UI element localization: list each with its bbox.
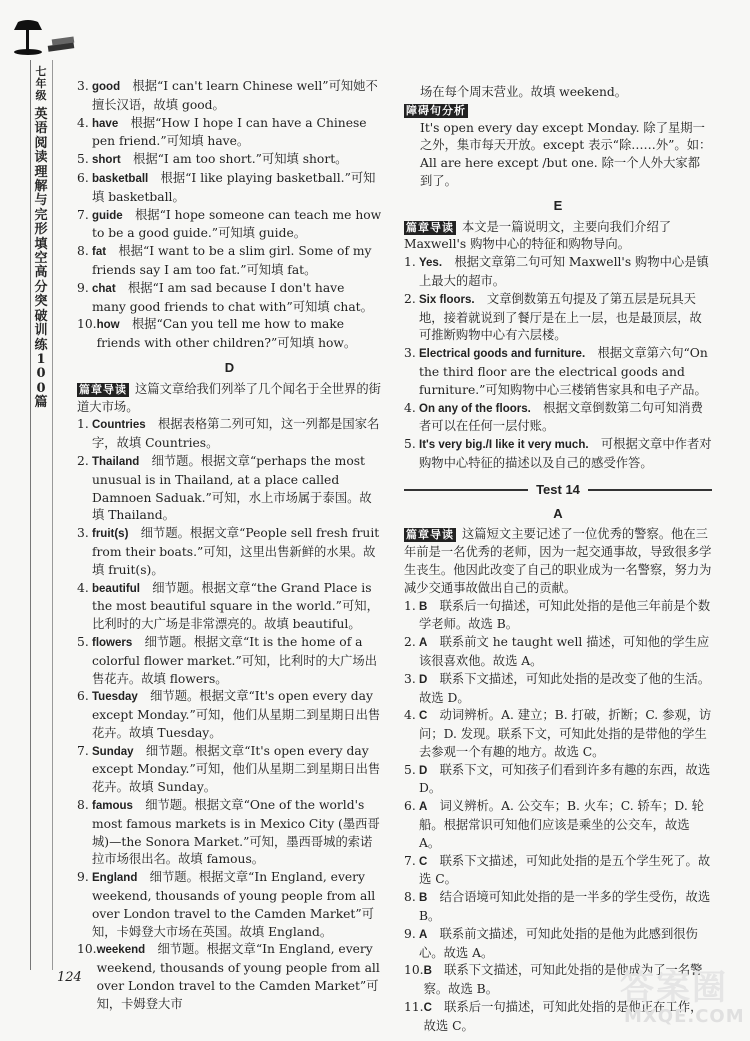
answer-number: 10.: [77, 317, 97, 332]
answer-explanation: 动词辨析。A. 建立；B. 打破，折断；C. 参观，访问；D. 发现。联系下文，可知此处指的是带他的学生去参观一个有趣的地方。故选 C。: [419, 708, 712, 759]
answer-body: [92, 797, 382, 869]
guide-d: [77, 381, 382, 417]
analysis-tag: 障碍句分析: [406, 103, 466, 117]
answer-body: [97, 941, 382, 1013]
answer-keyword: A: [419, 928, 428, 941]
answer-explanation: 联系下文，可知孩子们看到许多有趣的东西，故选 D。: [419, 762, 711, 796]
answer-body: [92, 634, 382, 688]
answer-keyword: D: [419, 764, 428, 777]
answer-number: 5.: [404, 762, 416, 777]
answer-body: [92, 688, 382, 742]
answer-item: [77, 869, 382, 941]
answer-body: [419, 254, 712, 291]
answer-keyword: B: [419, 600, 428, 613]
answer-item: [77, 243, 382, 280]
analysis-tag-line: [404, 102, 712, 120]
answer-explanation: 可根据文章中作者对购物中心特征的描述以及自己的感受作答。: [419, 437, 712, 470]
answer-item: [77, 525, 382, 579]
answer-body: [92, 453, 382, 525]
answer-keyword: It's very big./I like it very much.: [419, 439, 589, 452]
answer-number: 2.: [404, 635, 416, 650]
answer-number: 6.: [77, 689, 89, 704]
answer-keyword: B: [419, 892, 428, 905]
sidebar-rule-inner: [52, 60, 53, 970]
answer-explanation: 词义辨析。A. 公交车；B. 火车；C. 轿车；D. 轮船。根据常识可知他们应该是乘坐的公交车，故选 A。: [419, 799, 704, 850]
answer-body: [419, 598, 712, 635]
test-divider: [404, 481, 712, 499]
answer-item: [404, 291, 712, 345]
answer-keyword: flowers: [92, 636, 133, 649]
answer-explanation: 根据文章倒数第二句可知消费者可以在任何一层付账。: [419, 400, 703, 434]
answer-keyword: Tuesday: [92, 691, 138, 704]
answer-item: [404, 707, 712, 761]
answer-number: 1.: [77, 417, 89, 432]
answer-body: [419, 436, 712, 473]
answer-keyword: C: [419, 855, 428, 868]
answer-number: 6.: [404, 799, 416, 814]
answer-body: [92, 78, 382, 115]
answer-keyword: guide: [92, 209, 123, 222]
answer-body: [419, 707, 712, 761]
answer-explanation: 根据“I am sad because I don't have many good friends to chat with”可知填 chat。: [92, 280, 373, 314]
answer-body: [419, 889, 712, 926]
answer-body: [92, 869, 382, 941]
answer-body: [92, 170, 382, 207]
answer-item: [404, 598, 712, 635]
answer-item: [77, 170, 382, 207]
answer-number: 10.: [77, 942, 97, 957]
guide-e: [404, 219, 712, 255]
answer-keyword: chat: [92, 282, 116, 295]
answer-explanation: 根据“I like playing basketball.”可知填 basketball。: [92, 170, 376, 204]
answer-number: 7.: [77, 743, 89, 758]
answer-keyword: famous: [92, 800, 133, 813]
answer-item: [77, 797, 382, 869]
answer-explanation: 根据“I can't learn Chinese well”可知她不擅长汉语，故填 good。: [92, 79, 378, 112]
answer-item: [77, 688, 382, 742]
answer-item: [77, 78, 382, 115]
guide-tag: 篇章导读: [79, 382, 127, 396]
answer-keyword: Yes.: [419, 257, 443, 270]
section-heading-e: E: [553, 197, 563, 213]
answer-body: [419, 291, 712, 345]
answer-number: 10.: [404, 963, 424, 978]
answers-e-list: [404, 254, 712, 473]
answer-body: [92, 207, 382, 244]
answer-number: 7.: [77, 207, 89, 222]
answer-item: [77, 207, 382, 244]
guide-e-text: 本文是一篇说明文，主要向我们介绍了 Maxwell's 购物中心的特征和购物导向。: [404, 219, 672, 252]
guide-a-text: 这篇短文主要记述了一位优秀的警察。他在三年前是一名优秀的老师，因为一起交通事故，导致很多学生丧生。他因此改变了自己的职业成为一名警察，努力为减少交通事故做出自己的贡献。: [404, 527, 712, 595]
answer-keyword: weekend: [96, 944, 146, 957]
answer-number: 2.: [404, 291, 416, 306]
answer-explanation: 根据“How I hope I can have a Chinese pen friend.”可知填 have。: [92, 115, 367, 149]
answer-item: [77, 580, 382, 634]
test-label: Test 14: [536, 481, 580, 497]
answer-number: 4.: [77, 580, 89, 595]
page-number: 124: [57, 970, 82, 985]
answer-item: [404, 671, 712, 708]
answer-number: 2.: [77, 453, 89, 468]
answer-keyword: A: [419, 801, 428, 814]
answer-item: [404, 345, 712, 399]
watermark-url: MXQE.COM: [624, 1006, 745, 1027]
answer-item: [404, 798, 712, 852]
answer-item: [77, 416, 382, 453]
answer-explanation: 联系前文描述，可知此处指的是他为此感到很伤心。故选 A。: [419, 926, 698, 960]
answer-explanation: 细节题。根据文章“It's open every day except Monday.”可知，他们从星期二到星期日出售花卉。故填 Sunday。: [92, 743, 381, 795]
answer-body: [92, 280, 382, 317]
answer-explanation: 细节题。根据文章“People sell fresh fruit from their boats.”可知，这里出售新鲜的水果。故填 fruit(s)。: [92, 526, 380, 577]
answer-explanation: 结合语境可知此处指的是一半多的学生受伤，故选 B。: [419, 890, 711, 924]
answer-keyword: Thailand: [92, 455, 140, 468]
answer-keyword: good: [92, 81, 121, 93]
answer-item: [404, 853, 712, 890]
section-heading-a: A: [553, 505, 563, 521]
answer-explanation: 细节题。根据文章“It's open every day except Monday.”可知，他们从星期二到星期日出售花卉。故填 Tuesday。: [92, 689, 381, 740]
answer-keyword: have: [92, 117, 119, 130]
answer-keyword: A: [419, 637, 428, 650]
answer-body: [92, 243, 382, 280]
answer-number: 5.: [77, 152, 89, 167]
answer-number: 8.: [77, 244, 89, 259]
answer-keyword: B: [423, 965, 432, 978]
guide-tag: 篇章导读: [406, 528, 454, 542]
answer-item: [404, 436, 712, 473]
answer-number: 5.: [404, 437, 416, 452]
analysis-text: It's open every day except Monday. 除了星期一之外，集市每天开放。except 表示“除……外”。如：All are here except /but one. 除一个人外大家都到了。: [420, 120, 712, 188]
answer-body: [97, 316, 382, 353]
answer-number: 1.: [404, 598, 416, 613]
answer-item: [77, 941, 382, 1013]
answer-keyword: Countries: [92, 419, 146, 432]
answer-explanation: 根据“I hope someone can teach me how to be a good guide.”可知填 guide。: [92, 207, 382, 241]
answer-number: 9.: [404, 926, 416, 941]
answer-number: 7.: [404, 853, 416, 868]
answer-number: 3.: [77, 526, 89, 541]
answer-keyword: how: [96, 319, 120, 332]
answer-explanation: 根据表格第二列可知，这一列都是国家名字，故填 Countries。: [92, 417, 380, 451]
answer-item: [404, 926, 712, 963]
left-column: [77, 78, 382, 1014]
answer-item: [404, 400, 712, 437]
guide-tag: 篇章导读: [406, 220, 454, 234]
answer-body: [92, 115, 382, 152]
continuation-text: 场在每个周末营业。故填 weekend。: [420, 85, 628, 99]
answer-item: [404, 634, 712, 671]
answer-explanation: 细节题。根据文章“the Grand Place is the most beautiful square in the world.”可知，比利时的大广场是非常漂亮的。故填 beautiful。: [92, 580, 379, 632]
answer-number: 3.: [77, 79, 89, 93]
answer-keyword: On any of the floors.: [419, 402, 531, 415]
answer-item: [77, 115, 382, 152]
answer-keyword: fruit(s): [92, 528, 129, 541]
answer-item: [77, 280, 382, 317]
answer-keyword: beautiful: [92, 582, 140, 595]
sidebar: [0, 0, 52, 1041]
answer-number: 4.: [404, 708, 416, 723]
answer-keyword: short: [92, 154, 121, 167]
answer-item: [77, 453, 382, 525]
answer-keyword: England: [92, 872, 138, 885]
answer-item: [404, 889, 712, 926]
answer-number: 6.: [77, 170, 89, 185]
right-column: [404, 84, 712, 1036]
answer-explanation: 联系下文描述，可知此处指的是改变了他的生活。故选 D。: [419, 671, 711, 705]
divider-line-left: [404, 489, 528, 491]
answer-body: [419, 762, 712, 799]
answer-body: [419, 400, 712, 437]
divider-line-right: [588, 489, 712, 491]
answer-item: [77, 151, 382, 170]
answer-explanation: 根据“I am too short.”可知填 short。: [133, 152, 348, 167]
answer-explanation: 联系下文描述，可知此处指的是五个学生死了。故选 C。: [419, 853, 711, 887]
answer-explanation: 联系前文 he taught well 描述，可知他的学生应该很喜欢他。故选 A。: [419, 635, 710, 668]
answer-body: [92, 580, 382, 634]
answer-explanation: 细节题。根据文章“perhaps the most unusual is in Thailand, at a place called Damnoen Saduak.”可知，水上市场属于泰国。故填 Thailand。: [92, 453, 372, 523]
answer-keyword: Six floors.: [419, 293, 475, 306]
answer-body: [419, 634, 712, 671]
answer-keyword: C: [419, 710, 428, 723]
answer-item: [77, 316, 382, 353]
answer-number: 9.: [77, 870, 89, 885]
answer-item: [77, 743, 382, 797]
answer-explanation: 文章倒数第五句提及了第五层是玩具天地，接着就说到了餐厅是在上一层，也是最顶层，故可推断购物中心有六层楼。: [419, 291, 702, 343]
answer-explanation: 根据“I want to be a slim girl. Some of my friends say I am too fat.”可知填 fat。: [92, 244, 372, 277]
series-title: 英语阅读理解与完形填空高分突破训练100篇: [34, 107, 48, 411]
answer-number: 8.: [77, 798, 89, 813]
answer-item: [404, 762, 712, 799]
answer-number: 3.: [404, 671, 416, 686]
answer-number: 4.: [404, 400, 416, 415]
answer-body: [419, 926, 712, 963]
answer-keyword: Electrical goods and furniture.: [419, 348, 586, 361]
grade-label: 七年级: [35, 65, 47, 102]
answer-number: 4.: [77, 115, 89, 130]
answer-body: [419, 798, 712, 852]
sidebar-rule: [30, 60, 31, 970]
answer-explanation: 细节题。根据文章“In England, every weekend, thousands of young people from all over London travel to the Camden Market”可知，卡姆登大市场在英国。故填 England。: [92, 870, 376, 939]
answer-keyword: basketball: [92, 172, 149, 185]
answer-number: 1.: [404, 255, 416, 270]
answer-body: [419, 345, 712, 399]
answer-explanation: 细节题。根据文章“One of the world's most famous markets is in Mexico City (墨西哥城)—the Sonora Market.”可知，墨西哥城的索诺拉市场很出名。故填 famous。: [92, 798, 380, 867]
guide-d-text: 这篇文章给我们列举了几个闻名于全世界的街道大市场。: [77, 381, 381, 414]
answer-keyword: Sunday: [92, 745, 134, 758]
answer-explanation: 细节题。根据文章“In England, every weekend, thousands of young people from all over London travel to the Camden Market”可知，卡姆登大市: [96, 942, 380, 1011]
answer-explanation: 根据文章第二句可知 Maxwell's 购物中心是镇上最大的超市。: [419, 255, 709, 288]
answer-explanation: 根据文章第六句“On the third floor are the electrical goods and furniture.”可知购物中心三楼销售家具和电子产品。: [419, 346, 708, 397]
answer-keyword: fat: [92, 246, 107, 259]
watermark: [600, 960, 745, 1030]
answer-keyword: D: [419, 673, 428, 686]
answer-explanation: 细节题。根据文章“It is the home of a colorful flower market.”可知，比利时的大广场出售花卉。故填 flowers。: [92, 634, 378, 686]
watermark-text: 答案圈: [620, 968, 728, 1008]
answer-number: 8.: [404, 890, 416, 905]
desk-lamp-logo-icon: [8, 18, 82, 58]
answer-keyword: C: [423, 1002, 432, 1015]
answers-c-list: [77, 78, 382, 353]
answer-explanation: 联系下文描述，可知此处指的是他成为了一名警察。故选 B。: [423, 963, 703, 997]
answer-number: 9.: [77, 280, 89, 295]
section-heading-d: D: [224, 359, 235, 375]
answer-body: [92, 525, 382, 579]
answer-explanation: 联系后一句描述，可知此处指的是他三年前是个数学老师。故选 B。: [419, 598, 711, 632]
answer-body: [92, 151, 382, 170]
answer-body: [419, 853, 712, 890]
answer-body: [92, 416, 382, 453]
answer-explanation: 根据“Can you tell me how to make friends with other children?”可知填 how。: [96, 317, 357, 351]
answer-number: 3.: [404, 346, 416, 361]
answers-d-list: [77, 416, 382, 1013]
answer-explanation: 联系后一句描述，可知此处指的是他正在工作，故选 C。: [423, 1000, 703, 1033]
answer-number: 11.: [404, 1000, 424, 1015]
answer-body: [92, 743, 382, 797]
guide-a: [404, 526, 712, 597]
answer-body: [419, 671, 712, 708]
answer-item: [404, 254, 712, 291]
answer-number: 5.: [77, 634, 89, 649]
answer-item: [77, 634, 382, 688]
